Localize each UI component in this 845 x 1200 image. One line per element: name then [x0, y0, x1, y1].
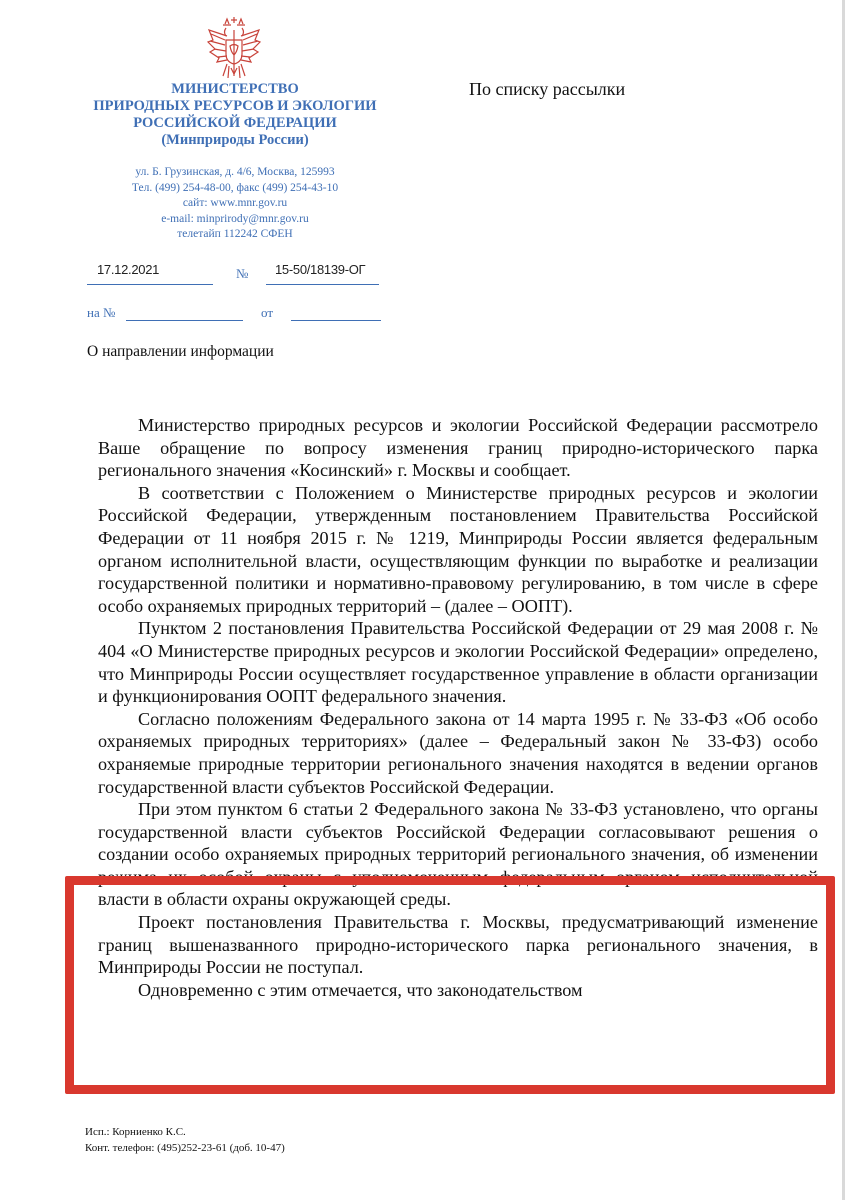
letter-subject: О направлении информации — [87, 343, 274, 360]
document-date: 17.12.2021 — [97, 262, 160, 277]
number-label: № — [236, 266, 249, 281]
ministry-address — [60, 165, 410, 243]
highlighted-paragraph: Проект постановления Правительства г. Москвы, предусматривающий изменение границ вышеназванного природно-исторического парка регионального значения, в Минприроды России не поступал. — [98, 912, 818, 978]
ref-number-label: на № — [87, 305, 116, 320]
ministry-line: РОССИЙСКОЙ ФЕДЕРАЦИИ — [133, 115, 337, 131]
highlighted-paragraph: При этом пунктом 6 статьи 2 Федерального закона № 33-ФЗ установлено, что органы государственной власти субъектов Российской Федерации согласовывают решения о создании особо охраняемых природных территорий регионального значения, об изменении режима их особой охраны с уполномоченным федеральным органом исполнительной власти в области охраны окружающей среды. — [98, 799, 818, 910]
executor-phone: Конт. телефон: (495)252-23-61 (доб. 10-47) — [85, 1142, 285, 1154]
date-underline — [87, 284, 213, 285]
ministry-name — [60, 81, 410, 149]
email-line: e-mail: minprirody@mnr.gov.ru — [161, 212, 309, 225]
executor-info — [85, 1124, 285, 1156]
teletype-line: телетайп 112242 СФЕН — [177, 228, 293, 240]
body-paragraph-partial: Одновременно с этим отмечается, что законодательством — [138, 979, 583, 1000]
executor-name: Исп.: Корниенко К.С. — [85, 1126, 186, 1138]
phone-line: Тел. (499) 254-48-00, факс (499) 254-43-10 — [131, 181, 339, 194]
address-line: ул. Б. Грузинская, д. 4/6, Москва, 125993 — [135, 166, 335, 178]
ref-number-underline — [126, 320, 243, 321]
body-paragraph: Министерство природных ресурсов и экологии Российской Федерации рассмотрело Ваше обращение по вопросу изменения границ природно-исторического парка регионального значения «Косинский» г. Москвы и сообщает. — [98, 415, 818, 481]
coat-of-arms-icon — [205, 16, 263, 82]
document-number: 15-50/18139-ОГ — [275, 262, 366, 277]
number-underline — [266, 284, 379, 285]
ministry-short-name: (Минприроды России) — [161, 132, 309, 148]
body-paragraph: В соответствии с Положением о Министерстве природных ресурсов и экологии Российской Федерации, утвержденным постановлением Правительства Российской Федерации от 11 ноября 2015 г. № 1219, Минприроды России является федеральным органом исполнительной власти, осуществляющим функции по выработке и реализации государственной политики и нормативно-правовому регулированию, в том числе в сфере особо охраняемых природных территорий – (далее – ООПТ). — [98, 482, 818, 616]
website-line: сайт: www.mnr.gov.ru — [182, 197, 288, 209]
ref-date-label: от — [261, 305, 274, 320]
ministry-line: МИНИСТЕРСТВО — [171, 81, 299, 97]
body-paragraph: Согласно положениям Федерального закона от 14 марта 1995 г. № 33-ФЗ «Об особо охраняемых природных территориях» (далее – Федеральный закон № 33-ФЗ) особо охраняемые природные территории регионального значения находятся в ведении органов государственной власти субъектов Российской Федерации. — [98, 708, 818, 797]
ref-date-underline — [291, 320, 381, 321]
red-highlight-frame — [65, 876, 835, 1094]
ministry-line: ПРИРОДНЫХ РЕСУРСОВ И ЭКОЛОГИИ — [93, 98, 377, 114]
recipient: По списку рассылки — [469, 79, 626, 99]
body-paragraph: Пунктом 2 постановления Правительства Российской Федерации от 29 мая 2008 г. № 404 «О Министерстве природных ресурсов и экологии Российской Федерации» определено, что Минприроды России осуществляет государственное управление в области организации и функционирования ООПТ федерального значения. — [98, 618, 818, 707]
